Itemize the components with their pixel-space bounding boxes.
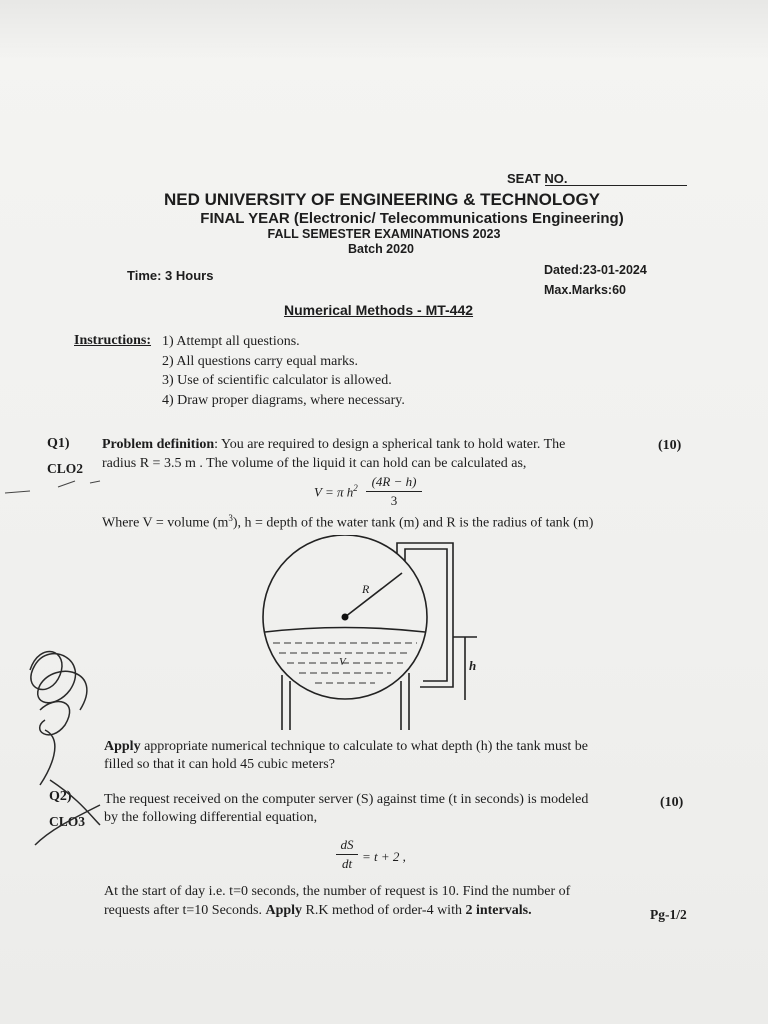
q2-line-4 bbox=[104, 903, 532, 919]
q2-line-3: At the start of day i.e. t=0 seconds, the number of request is 10. Find the number of bbox=[104, 884, 571, 899]
semester-line: FALL SEMESTER EXAMINATIONS 2023 bbox=[267, 227, 501, 241]
seat-no-line bbox=[545, 185, 687, 186]
volume-formula-fraction bbox=[366, 474, 422, 509]
margin-mark bbox=[0, 475, 110, 505]
course-title: Numerical Methods - MT-442 bbox=[284, 302, 474, 318]
instruction-item: 4) Draw proper diagrams, where necessary. bbox=[162, 393, 405, 408]
q2-line-4-a: requests after t=10 Seconds. bbox=[104, 903, 266, 918]
q1-marks: (10) bbox=[658, 438, 682, 453]
instruction-item: 1) Attempt all questions. bbox=[162, 334, 300, 349]
formula-denominator: 3 bbox=[390, 493, 398, 508]
q1-lead: Problem definition bbox=[102, 437, 215, 452]
outlet-pipe-outer bbox=[397, 543, 453, 687]
q1-line-2: radius R = 3.5 m . The volume of the liquid it can hold can be calculated as, bbox=[102, 456, 527, 471]
water-surface bbox=[265, 628, 425, 633]
handwritten-scribble bbox=[10, 630, 120, 870]
differential-fraction bbox=[336, 837, 358, 872]
radius-line bbox=[345, 573, 402, 617]
q1-apply-bold: Apply bbox=[104, 739, 141, 754]
batch-line: Batch 2020 bbox=[347, 242, 414, 256]
radius-label: R bbox=[362, 582, 370, 596]
volume-formula-lhs bbox=[314, 483, 358, 500]
instructions-label: Instructions: bbox=[74, 333, 152, 348]
q1-apply-line bbox=[104, 739, 588, 755]
q2-line-2: by the following differential equation, bbox=[104, 810, 318, 825]
where-text: Where V = volume (m bbox=[102, 515, 229, 531]
instruction-item: 3) Use of scientific calculator is allowed. bbox=[162, 373, 392, 388]
where-rest: ), h = depth of the water tank (m) and R is the radius of tank (m) bbox=[232, 515, 594, 531]
q1-apply-rest: appropriate numerical technique to calculate to what depth (h) the tank must be bbox=[140, 739, 589, 754]
exam-time: Time: 3 Hours bbox=[127, 268, 214, 283]
deq-denominator: dt bbox=[341, 856, 353, 871]
university-name: NED UNIVERSITY OF ENGINEERING & TECHNOLOGY bbox=[163, 190, 601, 209]
formula-left: V = π h bbox=[314, 484, 354, 500]
q1-clo: CLO2 bbox=[47, 461, 84, 476]
formula-sup: 2 bbox=[353, 483, 358, 493]
deq-numerator: dS bbox=[340, 837, 354, 852]
deq-rhs: = t + 2 , bbox=[362, 849, 406, 864]
page-number: Pg-1/2 bbox=[650, 907, 687, 922]
final-year-line: FINAL YEAR (Electronic/ Telecommunications Engineering) bbox=[200, 210, 624, 227]
q2-line-4-b: R.K method of order-4 with bbox=[302, 903, 466, 918]
q1-where-line bbox=[102, 513, 593, 532]
where-sup: 3 bbox=[228, 513, 233, 523]
q1-apply-line-2: filled so that it can hold 45 cubic meters? bbox=[104, 757, 335, 772]
seat-no-label: SEAT NO. bbox=[507, 171, 568, 186]
fraction-bar bbox=[366, 491, 422, 492]
exam-date: Dated:23-01-2024 bbox=[544, 263, 647, 277]
depth-label: h bbox=[469, 658, 477, 673]
q1-number: Q1) bbox=[47, 436, 70, 451]
q2-number: Q2) bbox=[49, 789, 72, 804]
formula-numerator: (4R − h) bbox=[371, 474, 417, 489]
q2-marks: (10) bbox=[660, 795, 684, 810]
instruction-item: 2) All questions carry equal marks. bbox=[162, 354, 358, 369]
deq-bar bbox=[336, 854, 358, 855]
q2-line-4-bold-2: 2 intervals. bbox=[465, 903, 532, 918]
max-marks: Max.Marks:60 bbox=[544, 283, 626, 297]
q2-clo: CLO3 bbox=[49, 814, 86, 829]
spherical-tank-diagram bbox=[255, 535, 495, 735]
q1-line-1 bbox=[102, 437, 565, 453]
volume-label: V bbox=[339, 656, 346, 668]
q2-line-4-bold-1: Apply bbox=[265, 903, 303, 918]
q2-line-1: The request received on the computer server (S) against time (t in seconds) is modeled bbox=[104, 792, 589, 807]
paper-fold-shadow bbox=[0, 0, 768, 60]
q1-line-1-rest: : You are required to design a spherical tank to hold water. The bbox=[214, 437, 566, 452]
tank-center-dot bbox=[342, 614, 349, 621]
